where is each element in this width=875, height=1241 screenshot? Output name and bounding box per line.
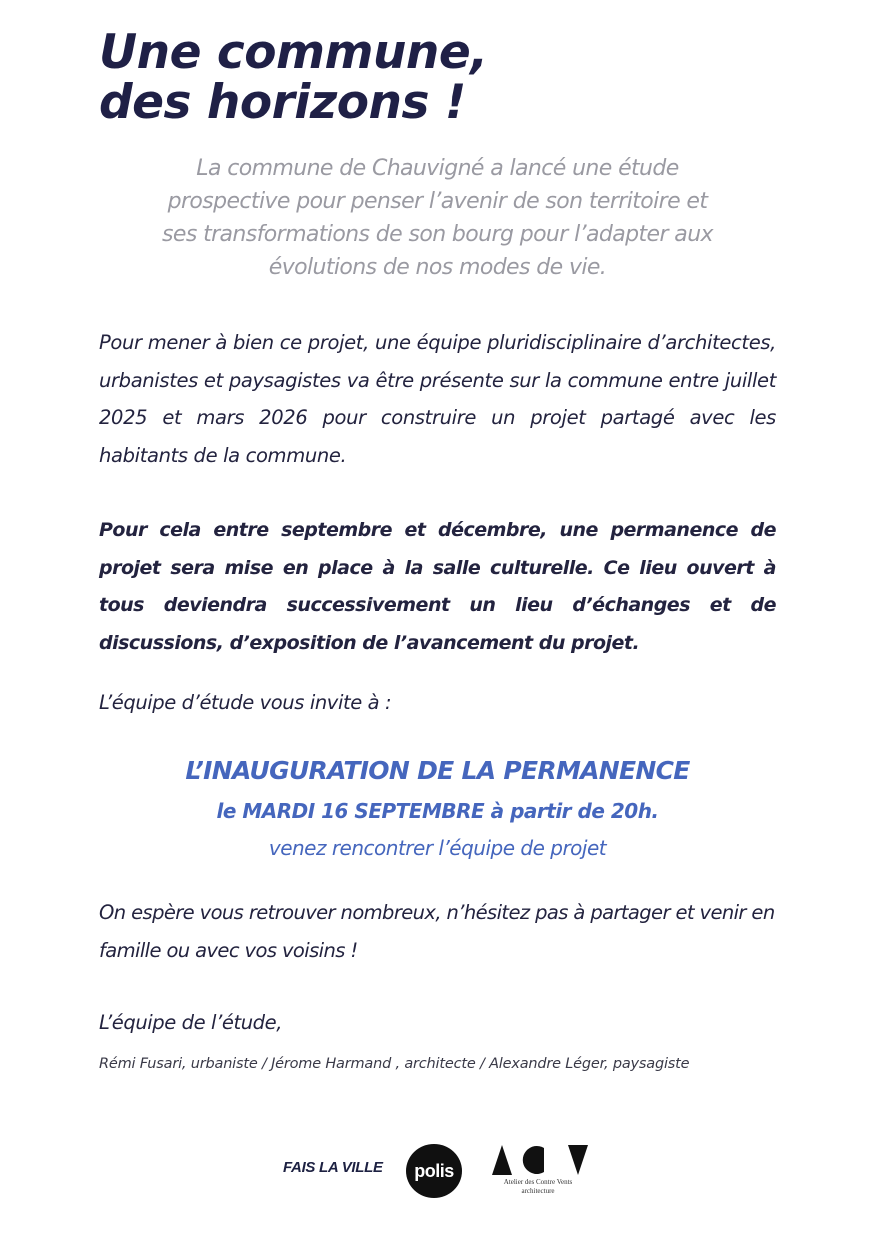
intro-line: La commune de Chauvigné a lancé une étude (196, 156, 679, 181)
page-title (99, 25, 488, 130)
acv-subcaption-line: architecture (521, 1187, 555, 1195)
acv-logo (484, 1142, 592, 1200)
intro-text (105, 152, 770, 284)
closing-paragraph: On espère vous retrouver nombreux, n’hésitez pas à partager et venir en famille ou avec vos voisins ! (99, 901, 775, 962)
intro-line: prospective pour penser l’avenir de son territoire et (167, 189, 708, 214)
polis-logo-text: polis (414, 1160, 454, 1181)
event-subtitle: venez rencontrer l’équipe de projet (268, 836, 607, 860)
event-title: L’INAUGURATION DE LA PERMANENCE (185, 756, 690, 785)
title-line-2: des horizons ! (99, 75, 466, 130)
signature: L’équipe de l’étude, (99, 1011, 283, 1034)
authors-list: Rémi Fusari, urbaniste / Jérome Harmand , architecte / Alexandre Léger, paysagiste (99, 1056, 690, 1072)
partner-logos (0, 1140, 875, 1202)
invite-text: L’équipe d’étude vous invite à : (99, 691, 392, 714)
project-paragraph: Pour mener à bien ce projet, une équipe pluridisciplinaire d’architectes, urbanistes et paysagistes va être présente sur la commune entre juillet 2025 et mars 2026 pour construire un projet partagé avec les habitants de la commune. (99, 331, 776, 467)
fais-la-ville-logo: FAIS LA VILLE (283, 1159, 383, 1176)
intro-line: ses transformations de son bourg pour l’adapter aux (162, 222, 713, 247)
event-date: le MARDI 16 SEPTEMBRE à partir de 20h. (216, 799, 659, 823)
acv-caption-line: Atelier des Contre Vents (503, 1178, 573, 1186)
title-line-1: Une commune, (99, 25, 488, 80)
acv-letters-icon (484, 1142, 592, 1178)
permanence-paragraph: Pour cela entre septembre et décembre, une permanence de projet sera mise en place à la salle culturelle. Ce lieu ouvert à tous deviendra successivement un lieu d’échanges et de discussions, d’exposition de l’avancement du projet. (99, 519, 776, 654)
acv-caption (484, 1178, 592, 1196)
polis-logo (406, 1144, 462, 1198)
intro-line: évolutions de nos modes de vie. (268, 255, 607, 280)
